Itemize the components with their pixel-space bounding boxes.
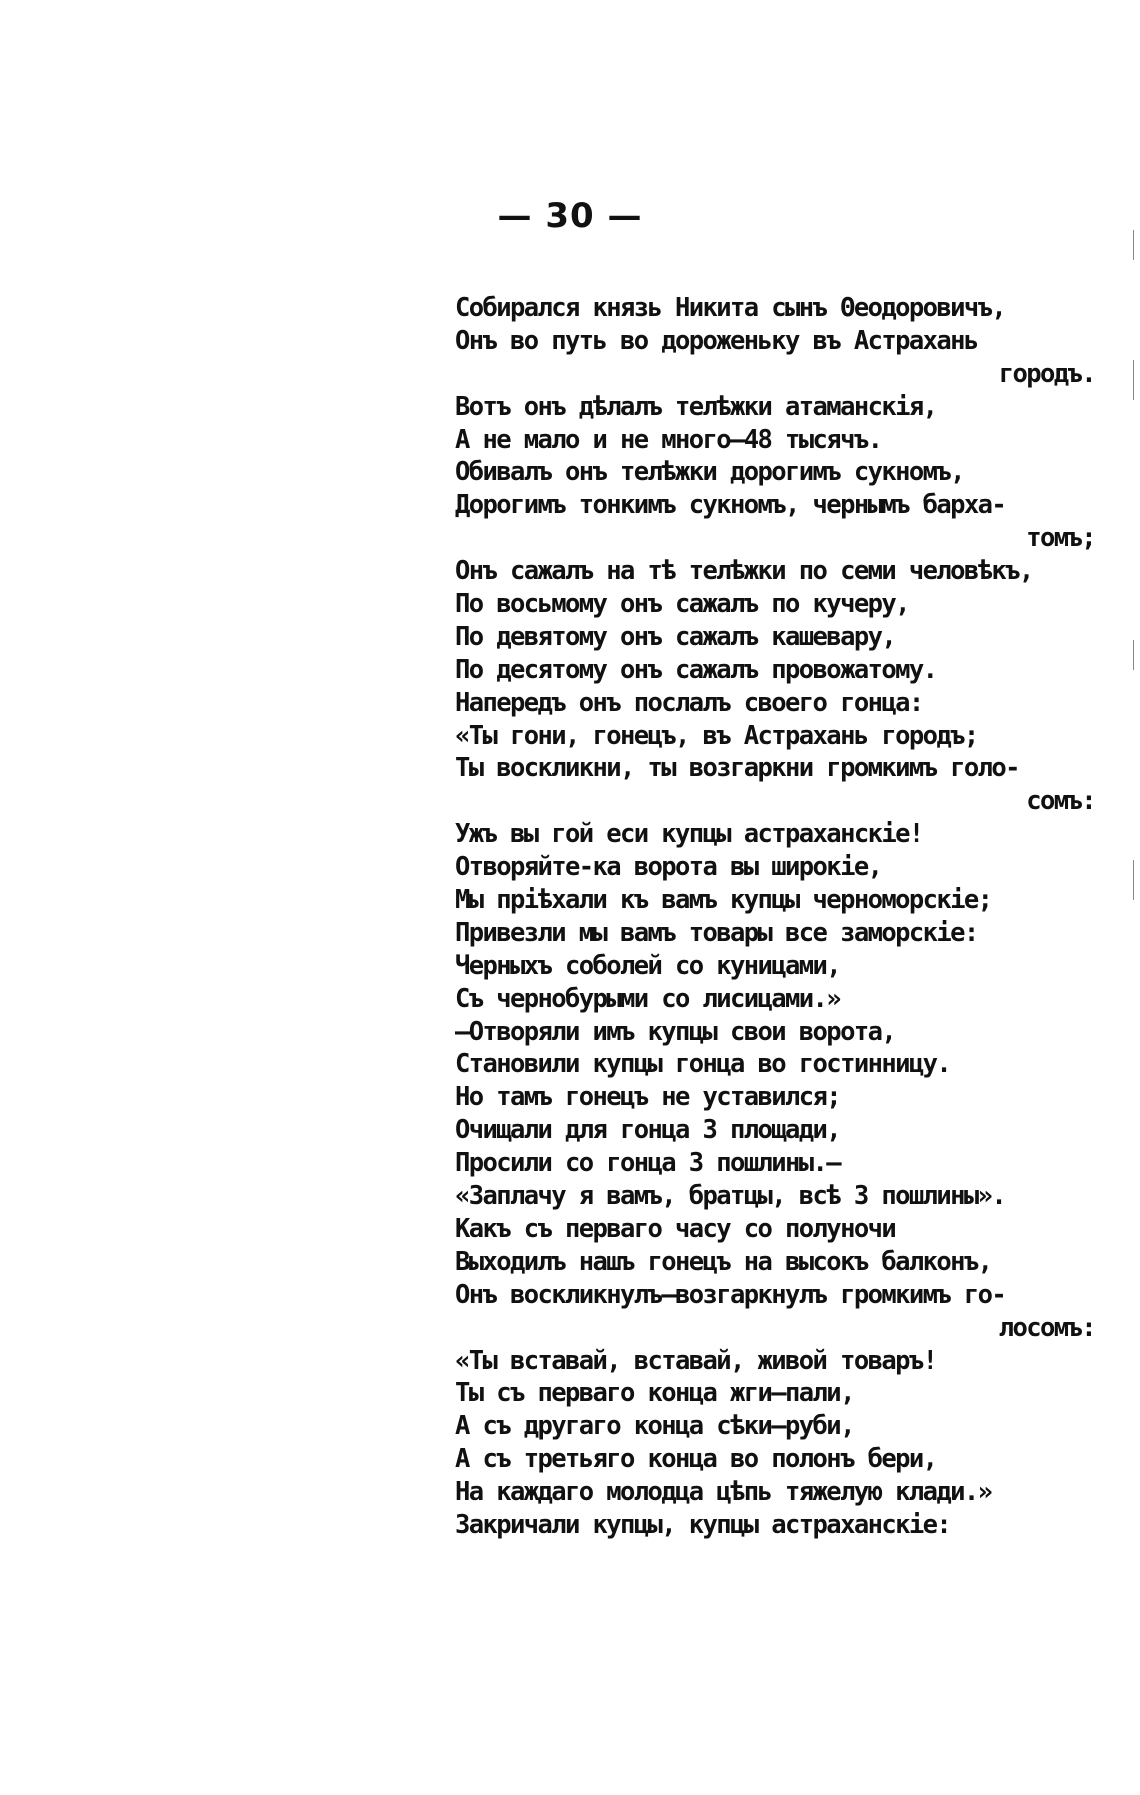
poem-line: Закричали купцы, купцы астраханскіе: [455, 1509, 951, 1540]
poem-line: А не мало и не много—48 тысячъ. [455, 424, 882, 455]
poem-line: Очищали для гонца 3 площади, [455, 1115, 841, 1146]
poem-line: По девятому онъ сажалъ кашевару, [455, 621, 896, 652]
poem-line: Привезли мы вамъ товары все заморскіе: [455, 917, 978, 948]
poem-line: Становили купцы гонца во гостинницу. [455, 1049, 951, 1080]
poem-line: Ужъ вы гой еси купцы астраханскіе! [455, 819, 923, 850]
page-number: — 30 — [497, 196, 643, 236]
poem-text [455, 292, 1095, 1542]
poem-line: Отворяйте-ка ворота вы широкіе, [455, 852, 882, 883]
poem-line-continuation: томъ; [1026, 523, 1095, 554]
poem-line: Ты воскликни, ты возгаркни громкимъ голо- [455, 753, 1019, 784]
poem-line-continuation: городъ. [998, 358, 1095, 389]
page-edge-mark [1133, 230, 1134, 260]
poem-line: Онъ во путь во дороженьку въ Астрахань [455, 325, 978, 356]
poem-line: На каждаго молодца цѣпь тяжелую клади.» [455, 1477, 992, 1508]
poem-line: Ты съ перваго конца жги—пали, [455, 1378, 854, 1409]
page-edge-mark [1133, 360, 1134, 400]
poem-line: Просили со гонца 3 пошлины.— [455, 1148, 841, 1179]
poem-line: Черныхъ соболей со куницами, [455, 950, 841, 981]
page-edge-mark [1133, 860, 1134, 900]
poem-line: «Ты вставай, вставай, живой товаръ! [455, 1345, 937, 1376]
poem-line: Съ чернобурыми со лисицами.» [455, 983, 841, 1014]
poem-line: Онъ сажалъ на тѣ телѣжки по семи человѣкъ, [455, 556, 1033, 587]
poem-line: Онъ воскликнулъ—возгаркнулъ громкимъ го- [455, 1279, 1006, 1310]
poem-line: А съ другаго конца сѣки—руби, [455, 1411, 854, 1442]
poem-line: Мы пріѣхали къ вамъ купцы черноморскіе; [455, 885, 992, 916]
poem-line: Обивалъ онъ телѣжки дорогимъ сукномъ, [455, 457, 964, 488]
poem-line: Напередъ онъ послалъ своего гонца: [455, 687, 923, 718]
poem-line: А съ третьяго конца во полонъ бери, [455, 1444, 937, 1475]
poem-line: По десятому онъ сажалъ провожатому. [455, 654, 937, 685]
poem-line: Вотъ онъ дѣлалъ телѣжки атаманскія, [455, 391, 937, 422]
poem-line: Но тамъ гонецъ не уставился; [455, 1082, 841, 1113]
poem-line: —Отворяли имъ купцы свои ворота, [455, 1016, 896, 1047]
poem-line: Выходилъ нашъ гонецъ на высокъ балконъ, [455, 1246, 992, 1277]
poem-line: Какъ съ перваго часу со полуночи [455, 1213, 896, 1244]
poem-line: «Ты гони, гонецъ, въ Астрахань городъ; [455, 720, 978, 751]
poem-line: По восьмому онъ сажалъ по кучеру, [455, 589, 909, 620]
poem-line: «Заплачу я вамъ, братцы, всѣ 3 пошлины». [455, 1181, 1006, 1212]
poem-line-continuation: лосомъ: [998, 1312, 1095, 1343]
poem-line: Собирался князь Никита сынъ Θеодоровичъ, [455, 293, 1006, 323]
page-edge-mark [1133, 640, 1134, 670]
poem-line: Дорогимъ тонкимъ сукномъ, чернымъ барха- [455, 490, 1006, 521]
poem-line-continuation: сомъ: [1026, 786, 1095, 817]
